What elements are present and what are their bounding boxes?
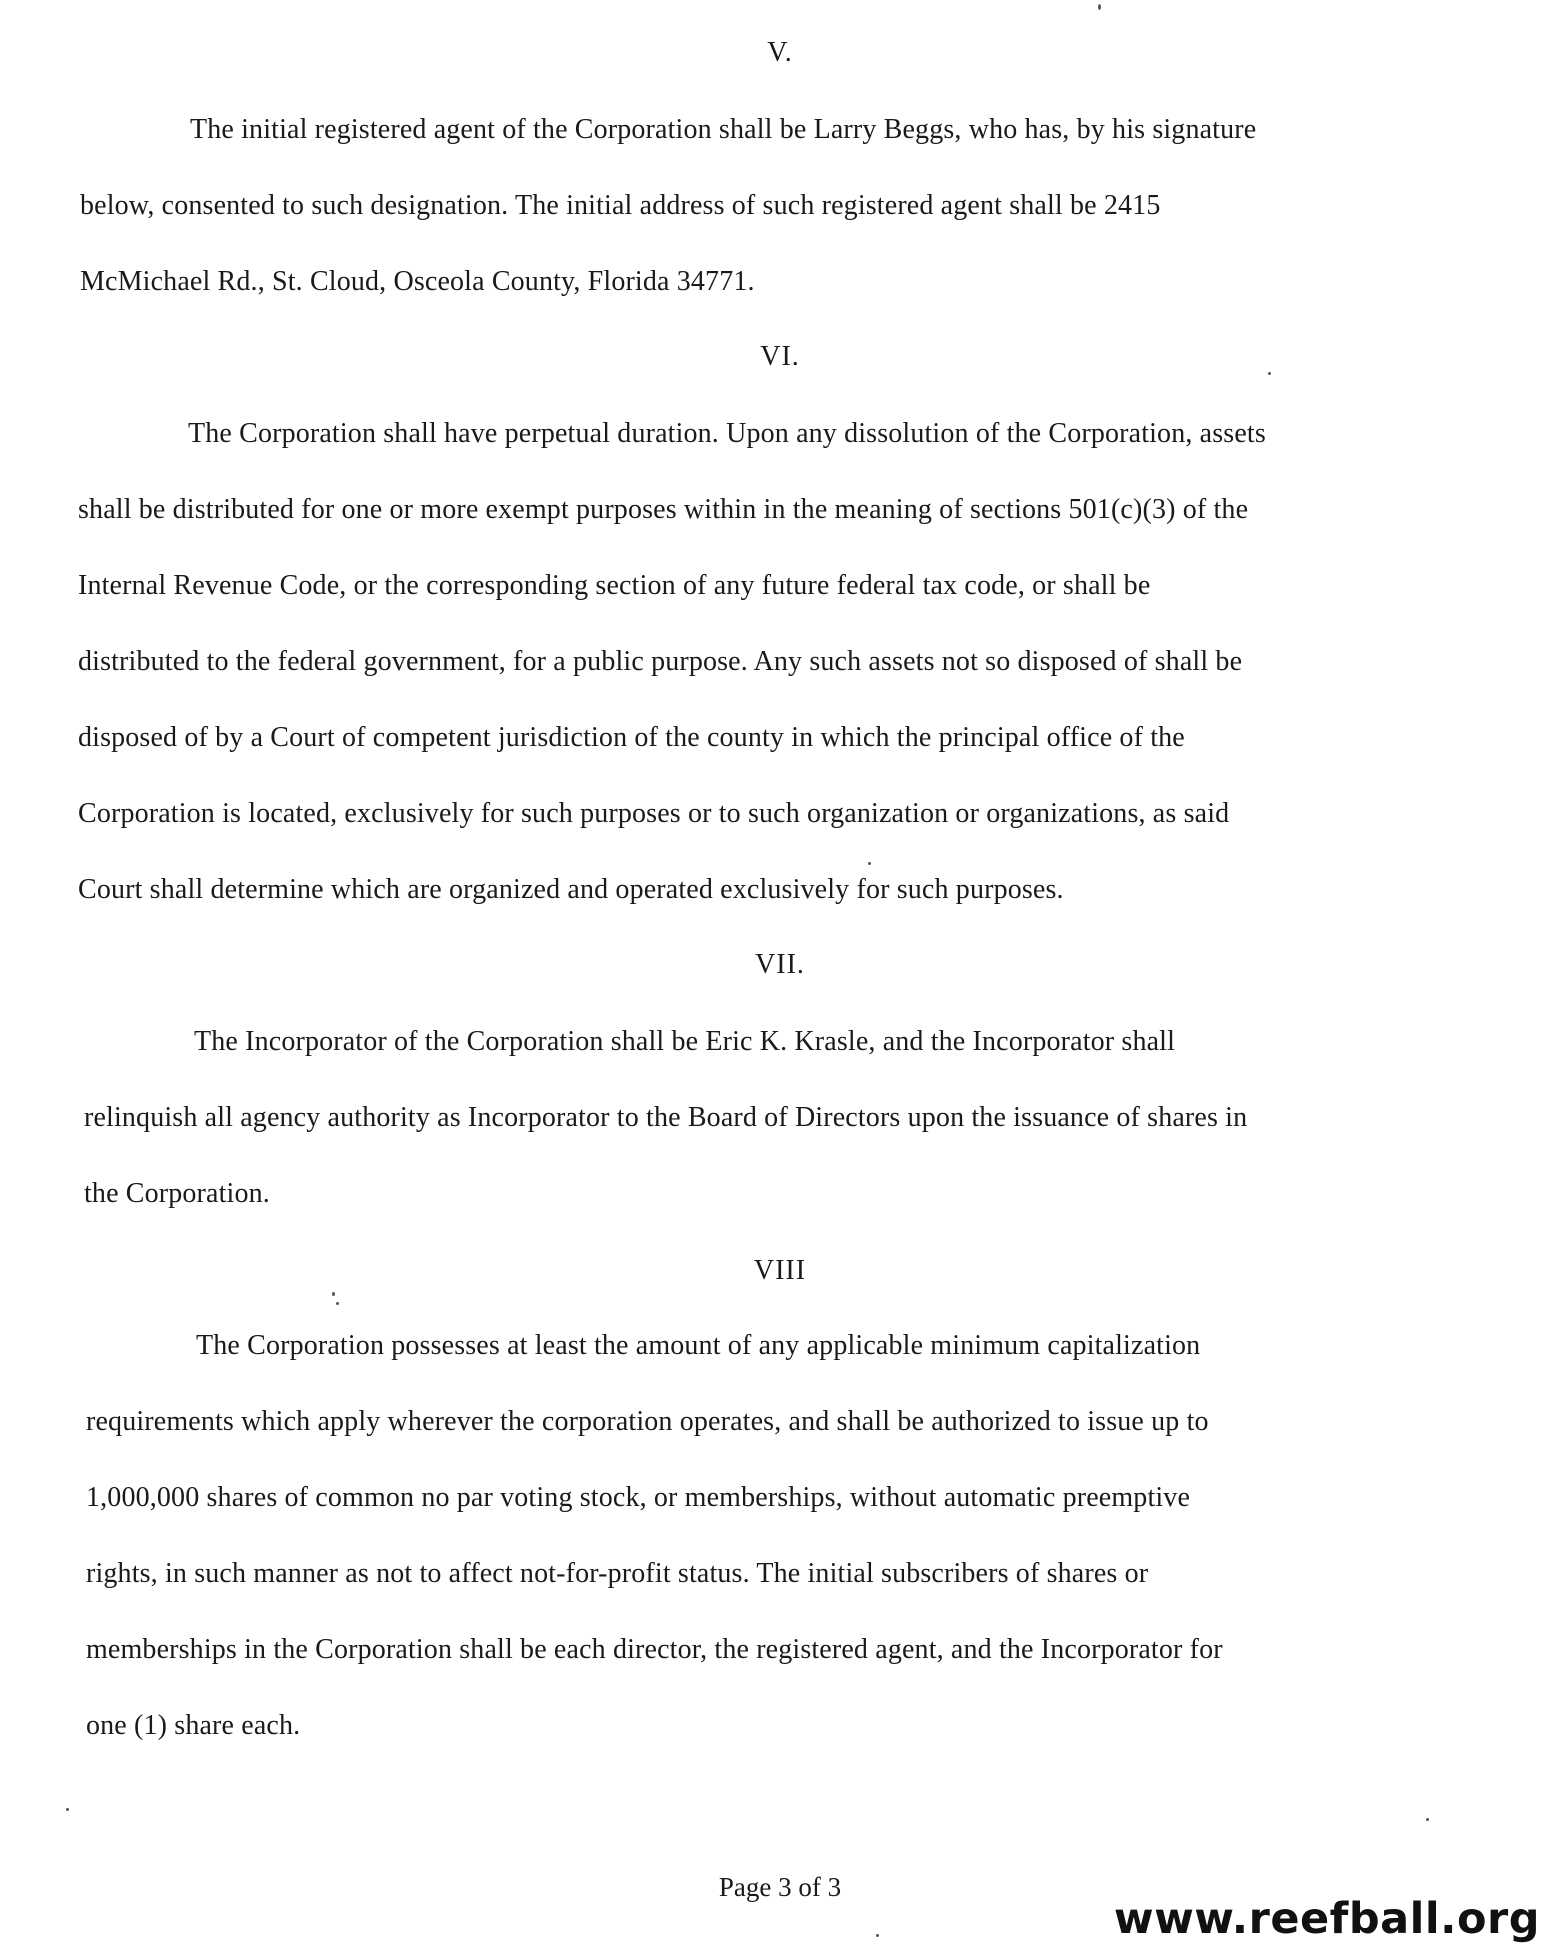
section-heading-vii: VII.	[755, 949, 805, 980]
paragraph-line: disposed of by a Court of competent jurisdiction of the county in which the principal office of the	[78, 722, 1185, 753]
paragraph-line: Internal Revenue Code, or the corresponding section of any future federal tax code, or shall be	[78, 570, 1151, 601]
scan-speck	[1098, 4, 1101, 10]
paragraph-line: The initial registered agent of the Corporation shall be Larry Beggs, who has, by his signature	[190, 114, 1257, 145]
paragraph-line: distributed to the federal government, for a public purpose. Any such assets not so disposed of shall be	[78, 646, 1243, 677]
paragraph-line: The Incorporator of the Corporation shall be Eric K. Krasle, and the Incorporator shall	[194, 1026, 1176, 1057]
section-viii-paragraph	[86, 1308, 1460, 1764]
section-heading-vi: VI.	[760, 341, 800, 372]
scan-speck	[332, 1292, 335, 1296]
scan-speck	[876, 1934, 879, 1937]
paragraph-line: one (1) share each.	[86, 1710, 301, 1741]
section-v-paragraph	[80, 92, 1428, 320]
scan-speck	[1268, 372, 1271, 375]
paragraph-line: The Corporation possesses at least the amount of any applicable minimum capitalization	[196, 1330, 1201, 1361]
paragraph-line: below, consented to such designation. The initial address of such registered agent shall be 2415	[80, 190, 1161, 221]
paragraph-line: The Corporation shall have perpetual duration. Upon any dissolution of the Corporation, assets	[188, 418, 1266, 449]
paragraph-line: rights, in such manner as not to affect not-for-profit status. The initial subscribers of shares or	[86, 1558, 1149, 1589]
scan-speck	[66, 1808, 69, 1811]
section-heading-viii: VIII	[753, 1255, 807, 1286]
paragraph-line: memberships in the Corporation shall be each director, the registered agent, and the Incorporator for	[86, 1634, 1223, 1665]
scan-speck	[868, 862, 871, 865]
scan-speck	[1426, 1818, 1429, 1821]
section-vi-paragraph	[78, 396, 1470, 928]
paragraph-line: requirements which apply wherever the corporation operates, and shall be authorized to issue up to	[86, 1406, 1209, 1437]
paragraph-line: Court shall determine which are organized and operated exclusively for such purposes.	[78, 874, 1064, 905]
paragraph-line: 1,000,000 shares of common no par voting stock, or memberships, without automatic preemptive	[86, 1482, 1191, 1513]
paragraph-line: relinquish all agency authority as Incorporator to the Board of Directors upon the issuance of shares in	[84, 1102, 1248, 1133]
paragraph-line: Corporation is located, exclusively for such purposes or to such organization or organizations, as said	[78, 798, 1230, 829]
section-heading-v: V.	[767, 37, 793, 68]
paragraph-line: shall be distributed for one or more exempt purposes within in the meaning of sections 501(c)(3) of the	[78, 494, 1249, 525]
paragraph-line: the Corporation.	[84, 1178, 270, 1209]
section-vii-paragraph	[84, 1004, 1464, 1232]
scan-speck	[336, 1302, 339, 1305]
website-watermark: www.reefball.org	[1113, 1894, 1540, 1944]
page-number: Page 3 of 3	[718, 1872, 842, 1902]
paragraph-line: McMichael Rd., St. Cloud, Osceola County, Florida 34771.	[80, 266, 755, 297]
